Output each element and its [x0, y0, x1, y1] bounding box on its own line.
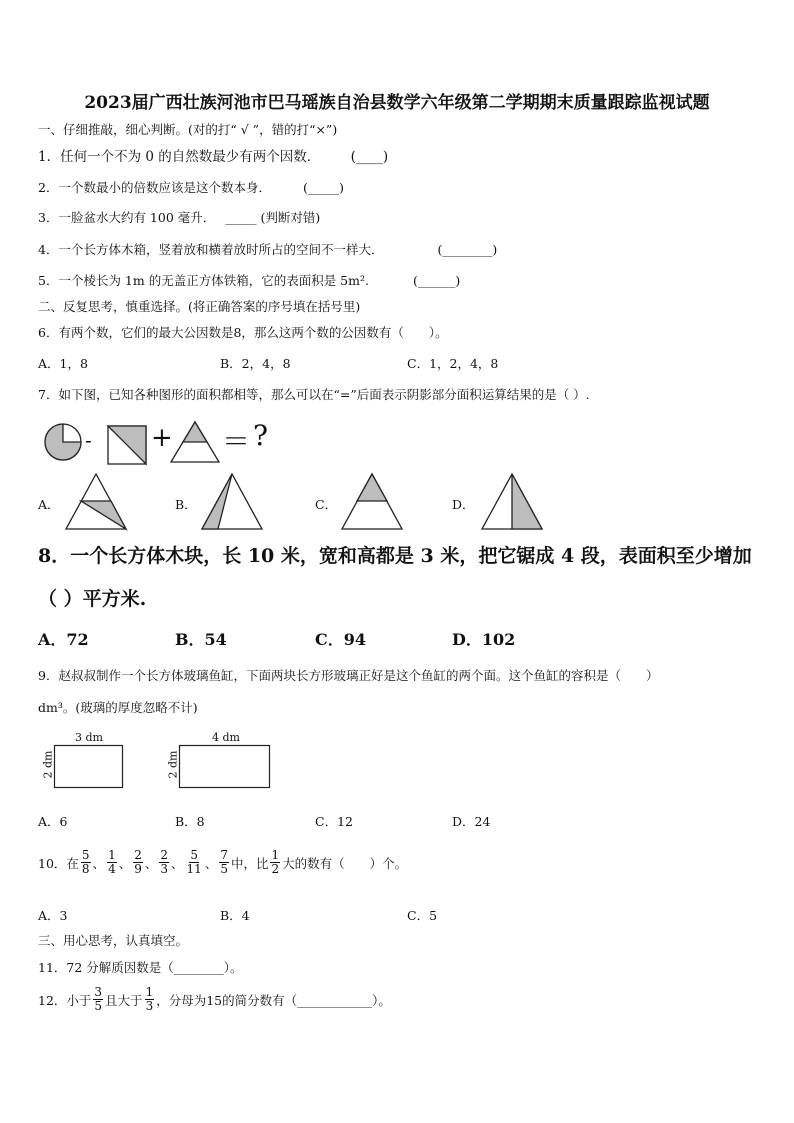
question-9-option-b[interactable]: B．8	[175, 814, 205, 829]
question-4	[38, 240, 497, 258]
question-3-text: 3．一脸盆水大约有 100 毫升．	[38, 210, 216, 225]
question-2-text: 2．一个数最小的倍数应该是这个数本身．	[38, 180, 271, 195]
question-7-text: 7．如下图，已知各种图形的面积都相等，那么可以在“=”后面表示阴影部分面积运算结果的是（ ）.	[38, 387, 590, 402]
question-mark: ?	[253, 419, 269, 452]
fraction-1-2: $\frac{1}{2}$	[271, 848, 280, 876]
question-12	[38, 986, 391, 1013]
question-2	[38, 178, 344, 196]
question-3-answer[interactable]: _____	[225, 210, 257, 225]
question-6-option-c[interactable]: C．1，2，4，8	[407, 356, 499, 371]
section-1-heading: 一、仔细推敲，细心判断。(对的打“ √ ”，错的打“×”)	[38, 122, 338, 137]
question-8-option-b[interactable]: B．54	[175, 630, 227, 649]
question-4-text: 4．一个长方体木箱，竖着放和横着放时所占的空间不一样大．	[38, 242, 384, 257]
fraction-3-5: $\frac{3}{5}$	[94, 985, 103, 1013]
separator: 、	[204, 855, 218, 871]
option-a-triangle-figure[interactable]	[64, 472, 128, 532]
rect-1-width-label: 3 dm	[75, 731, 103, 744]
question-6-option-b[interactable]: B．2，4，8	[220, 356, 291, 371]
question-7-option-d[interactable]: D．	[452, 497, 475, 512]
question-10-option-c[interactable]: C．5	[407, 908, 438, 923]
fraction-2-9: $\frac{2}{9}$	[134, 848, 142, 876]
section-2-heading: 二、反复思考，慎重选择。(将正确答案的序号填在括号里)	[38, 299, 361, 314]
fraction-1-4: $\frac{1}{4}$	[108, 848, 116, 876]
question-10-option-a[interactable]: A．3	[38, 908, 68, 923]
question-11: 11．72 分解质因数是（________）。	[38, 960, 243, 975]
fraction-5-8: $\frac{5}{8}$	[81, 848, 90, 876]
rect-2-height-label: 2 dm	[166, 750, 180, 779]
question-6-text: 6．有两个数，它们的最大公因数是8，那么这两个数的公因数有（ ）。	[38, 325, 448, 340]
question-7-option-b[interactable]: B．	[175, 497, 197, 512]
separator: 、	[144, 855, 158, 871]
question-8-option-d[interactable]: D．102	[452, 630, 516, 649]
rect-2-width-label: 4 dm	[212, 731, 240, 744]
option-c-triangle-figure[interactable]	[340, 472, 404, 532]
question-3	[38, 208, 320, 226]
question-9-option-a[interactable]: A．6	[38, 814, 68, 829]
question-12-prefix: 12．小于	[38, 992, 92, 1008]
equals-sign: ＝	[222, 425, 251, 458]
fraction-2-3: $\frac{2}{3}$	[160, 848, 169, 876]
page-title: 2023届广西壮族河池市巴马瑶族自治县数学六年级第二学期期末质量跟踪监视试题	[84, 93, 710, 113]
question-7-option-a[interactable]: A．	[38, 497, 60, 512]
question-8-line-1: 8．一个长方体木块，长 10 米，宽和高都是 3 米，把它锯成 4 段，表面积至少增加	[38, 545, 752, 567]
half-square-figure	[108, 426, 146, 464]
question-1-text: 1．任何一个不为 0 的自然数最少有两个因数．	[38, 149, 321, 165]
question-9-option-c[interactable]: C．12	[315, 814, 353, 829]
option-b-triangle-figure[interactable]	[200, 472, 264, 532]
minus-sign: -	[85, 428, 92, 452]
question-4-answer[interactable]: (________)	[437, 242, 498, 257]
section-3-heading: 三、用心思考，认真填空。	[38, 933, 189, 948]
question-8-option-c[interactable]: C．94	[315, 630, 367, 649]
option-d-triangle-figure[interactable]	[480, 472, 544, 532]
plus-sign: +	[151, 423, 173, 453]
question-10-prefix: 10．在	[38, 855, 79, 871]
quarter-circle-figure	[45, 424, 81, 460]
question-5	[38, 271, 460, 289]
question-9-option-d[interactable]: D．24	[452, 814, 491, 829]
question-12-mid: 且大于	[105, 992, 143, 1008]
fraction-5-11: $\frac{5}{11}$	[186, 848, 202, 876]
question-1	[38, 145, 388, 165]
question-8-option-a[interactable]: A．72	[38, 630, 89, 649]
question-10	[38, 849, 407, 876]
question-10-option-b[interactable]: B．4	[220, 908, 250, 923]
question-6-option-a[interactable]: A．1，8	[38, 356, 88, 371]
question-10-mid: 中，比	[230, 855, 269, 871]
glass-rect-2-figure	[179, 745, 271, 790]
rect-1-height-label: 2 dm	[41, 750, 55, 779]
question-5-answer[interactable]: (______)	[412, 273, 461, 288]
question-2-answer[interactable]: (_____)	[302, 180, 344, 195]
fraction-1-3: $\frac{1}{3}$	[145, 985, 154, 1013]
question-7-option-c[interactable]: C．	[315, 497, 338, 512]
separator: 、	[118, 855, 132, 871]
separator: 、	[171, 855, 184, 871]
question-10-suffix: 大的数有（ ）个。	[282, 855, 408, 871]
question-5-text: 5．一个棱长为 1m 的无盖正方体铁箱，它的表面积是 5m².	[38, 273, 369, 288]
top-shaded-triangle-figure	[171, 422, 219, 462]
separator: 、	[92, 855, 106, 871]
question-12-suffix: ，分母为15的简分数有（____________）。	[156, 992, 391, 1008]
question-1-answer[interactable]: (____)	[350, 149, 389, 165]
question-9-line-2: dm³。(玻璃的厚度忽略不计)	[38, 700, 198, 715]
question-8-line-2: （ ）平方米.	[38, 588, 147, 610]
question-3-tail: (判断对错)	[260, 210, 321, 225]
question-9-line-1: 9．赵叔叔制作一个长方体玻璃鱼缸，下面两块长方形玻璃正好是这个鱼缸的两个面。这个鱼缸的容积是（ ）	[38, 668, 659, 683]
fraction-7-5: $\frac{7}{5}$	[220, 848, 228, 876]
glass-rect-1-figure	[54, 745, 124, 790]
